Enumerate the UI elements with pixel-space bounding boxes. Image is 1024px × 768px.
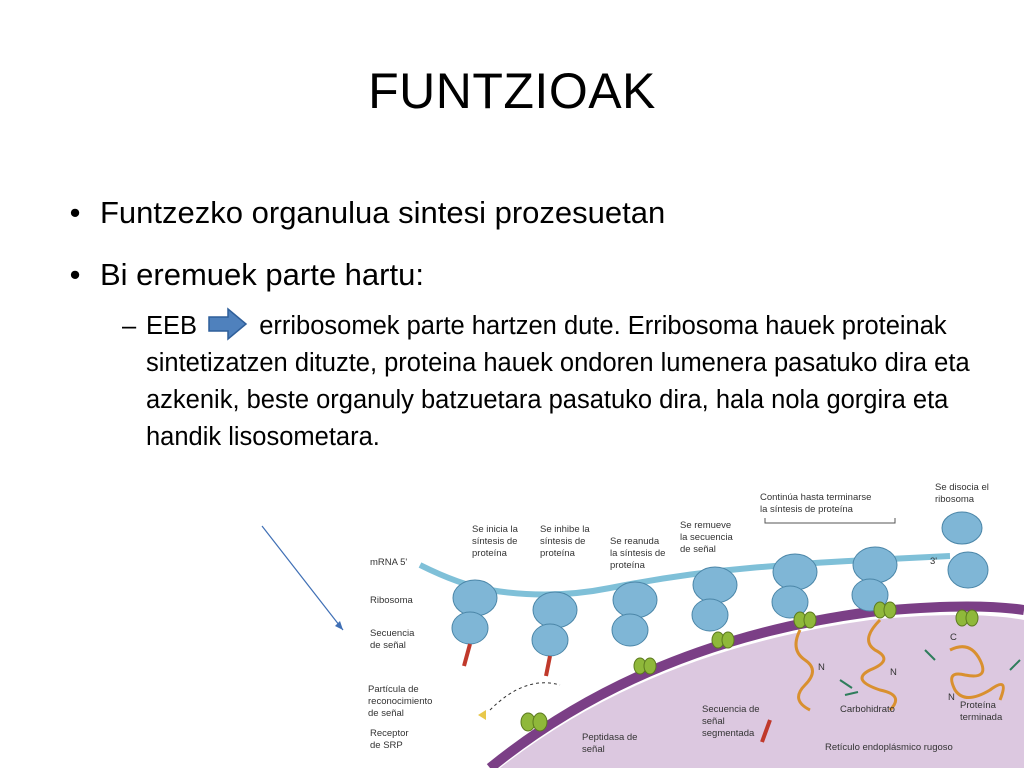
peptidase-label: señal: [582, 744, 605, 755]
srp-label: reconocimiento: [368, 696, 433, 707]
sub-bullet-marker: –: [122, 312, 137, 340]
rough-er-label: Retículo endoplásmico rugoso: [825, 742, 953, 753]
bullet-text: Bi eremuek parte hartu:: [100, 257, 424, 292]
srp-label: Partícula de: [368, 684, 419, 695]
bracket: [765, 518, 895, 523]
ribosome-1: [452, 580, 497, 644]
step-label: Se reanuda: [610, 536, 660, 547]
finished-protein-label: terminada: [960, 712, 1003, 723]
bullet-marker: •: [69, 257, 81, 292]
bullet-marker: •: [69, 195, 81, 230]
bullet-item: [60, 252, 990, 298]
bullet-list: [60, 190, 990, 456]
finished-protein-label: Proteína: [960, 700, 996, 711]
step-label: Se remueve: [680, 520, 732, 531]
step-label: síntesis de: [472, 536, 518, 547]
peptidase-label: Peptidasa de: [582, 732, 638, 743]
step-label: la secuencia: [680, 532, 733, 543]
receptor-label: Receptor: [370, 728, 409, 739]
ribosome-3: [612, 582, 657, 646]
bullet-text: Funtzezko organulua sintesi prozesuetan: [100, 195, 666, 230]
step-label: la síntesis de proteína: [760, 504, 853, 515]
n-terminus-label: N: [948, 692, 955, 703]
step-label: Se inhibe la: [540, 524, 590, 535]
step-label: Se disocia el: [935, 482, 989, 493]
ribosome-2: [532, 592, 577, 656]
step-label: síntesis de: [540, 536, 586, 547]
ribosome-dissociated: [942, 512, 988, 588]
signal-seq-label: de señal: [370, 640, 406, 651]
mrna-label: mRNA 5': [370, 557, 408, 568]
n-terminus-label: N: [890, 667, 897, 678]
ribosome-5: [772, 554, 817, 618]
step-label: proteína: [472, 548, 507, 559]
bullet-item: [60, 190, 990, 236]
ribosome-6: [852, 547, 897, 611]
step-label: Continúa hasta terminarse: [760, 492, 872, 503]
carbohydrate-label: Carbohidrato: [840, 704, 895, 715]
cleaved-seq-label: señal: [702, 716, 725, 727]
srp-label: de señal: [368, 708, 404, 719]
sub-bullet-lead: EEB: [146, 312, 198, 340]
step-label: proteína: [610, 560, 645, 571]
step-label: de señal: [680, 544, 716, 555]
ribosome-4: [692, 567, 737, 631]
srp-particle: [478, 710, 486, 720]
cleaved-seq-label: Secuencia de: [702, 704, 760, 715]
ribosoma-label: Ribosoma: [370, 595, 413, 606]
n-terminus-label: N: [818, 662, 825, 673]
sub-bullet-text: erribosomek parte hartzen dute. Erribosoma hauek proteinak sintetizatzen dituzte, proteina hauek ondoren lumenera pasatuko dira eta azkenik, beste organuly batzuetara pasatuko dira, hala nola gorgira eta handik lisosometara.: [146, 312, 970, 451]
three-prime-label: 3': [930, 556, 938, 567]
step-label: ribosoma: [935, 494, 975, 505]
c-terminus-label: C: [950, 632, 957, 643]
sub-bullet-item: [60, 308, 990, 456]
step-label: Se inicia la: [472, 524, 518, 535]
step-label: la síntesis de: [610, 548, 666, 559]
slide-title: FUNTZIOAK: [368, 63, 656, 119]
right-arrow-icon: [208, 307, 248, 341]
signal-seq-label: Secuencia: [370, 628, 415, 639]
protein-synthesis-figure: [350, 470, 1024, 768]
step-label: proteína: [540, 548, 575, 559]
pointer-arrow: [255, 520, 355, 640]
receptor-label: de SRP: [370, 740, 403, 751]
cleaved-seq-label: segmentada: [702, 728, 755, 739]
